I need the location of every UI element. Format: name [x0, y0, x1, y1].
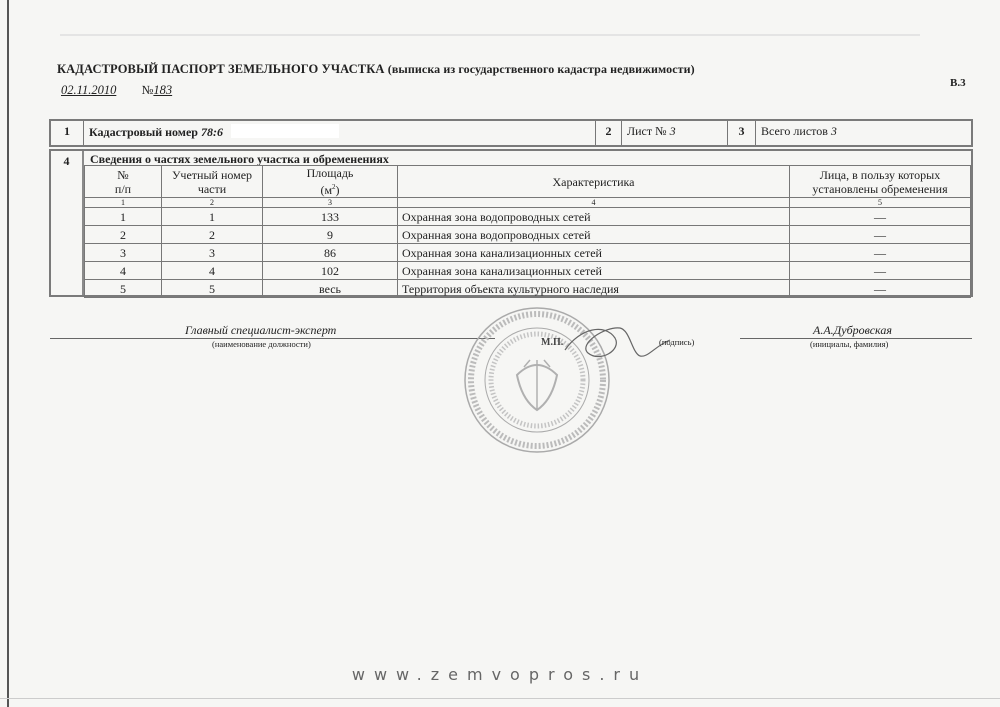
table-row [85, 280, 971, 298]
table-row [85, 226, 971, 244]
part-number: 4 [162, 262, 263, 280]
col-index: 4 [398, 198, 790, 208]
row-number: 3 [85, 244, 162, 262]
section-4-number: 4 [51, 151, 84, 295]
name-caption: (инициалы, фамилия) [810, 339, 889, 349]
sheet-value: 3 [669, 124, 676, 138]
parts-table [84, 165, 971, 298]
part-number: 5 [162, 280, 263, 298]
description: Охранная зона канализационных сетей [398, 262, 790, 280]
col-index: 2 [162, 198, 263, 208]
signer-position: Главный специалист-эксперт [185, 323, 337, 337]
cell-3-number: 3 [728, 121, 756, 145]
col-header-area: Площадь $(м^2)$ [263, 166, 398, 198]
area-value: 133 [263, 208, 398, 226]
footer-divider [0, 698, 1000, 699]
description: Территория объекта культурного наследия [398, 280, 790, 298]
persons-value: — [790, 226, 971, 244]
stamp-label: М.П. [541, 337, 564, 348]
cadastral-value: 78:6 [200, 125, 223, 139]
col-header-description: Характеристика [398, 166, 790, 198]
area-value: 102 [263, 262, 398, 280]
header-row [49, 119, 973, 147]
cell-1-number: 1 [51, 121, 84, 145]
signature-caption: (подпись) [659, 337, 695, 347]
description: Охранная зона канализационных сетей [398, 244, 790, 262]
table-row [85, 244, 971, 262]
document-number: 183 [153, 83, 173, 97]
sheet-code: В.3 [950, 77, 966, 89]
persons-value: — [790, 262, 971, 280]
col-index: 3 [263, 198, 398, 208]
document-dateline [61, 83, 172, 98]
document-title [57, 62, 695, 77]
sheet-number-cell [622, 121, 728, 145]
title-main: КАДАСТРОВЫЙ ПАСПОРТ ЗЕМЕЛЬНОГО УЧАСТКА [57, 62, 385, 76]
section-4-title: Сведения о частях земельного участка и обременениях [90, 152, 389, 166]
row-number: 1 [85, 208, 162, 226]
persons-value: — [790, 280, 971, 298]
area-value: 86 [263, 244, 398, 262]
website-watermark: www.zemvopros.ru [351, 665, 649, 684]
total-sheets-cell [756, 121, 971, 145]
position-caption: (наименование должности) [212, 339, 311, 349]
redaction-block [231, 124, 339, 138]
cell-2-number: 2 [596, 121, 622, 145]
parts-header-row [85, 166, 971, 198]
area-value: 9 [263, 226, 398, 244]
signer-name: А.А.Дубровская [813, 323, 892, 337]
document-date: 02.11.2010 [61, 83, 117, 97]
persons-value: — [790, 208, 971, 226]
col-index: 5 [790, 198, 971, 208]
col-header-part: Учетный номер части [162, 166, 263, 198]
sheet-label: Лист № [627, 124, 667, 138]
col-header-persons: Лица, в пользу которых установлены обременения [790, 166, 971, 198]
cadastral-label: Кадастровый номер [89, 125, 198, 139]
page-edge [7, 0, 9, 707]
table-row [85, 208, 971, 226]
persons-value: — [790, 244, 971, 262]
cadastral-number-cell [84, 121, 596, 145]
column-index-row [85, 198, 971, 208]
number-label: № [141, 83, 154, 97]
col-header-n: № п/п [85, 166, 162, 198]
total-label: Всего листов [761, 124, 828, 138]
total-value: 3 [830, 124, 837, 138]
row-number: 2 [85, 226, 162, 244]
area-value: весь [263, 280, 398, 298]
title-subtitle: (выписка из государственного кадастра недвижимости) [387, 62, 695, 76]
section-4 [49, 149, 973, 297]
description: Охранная зона водопроводных сетей [398, 226, 790, 244]
part-number: 1 [162, 208, 263, 226]
row-number: 5 [85, 280, 162, 298]
bleed-through-band [60, 10, 920, 36]
part-number: 2 [162, 226, 263, 244]
part-number: 3 [162, 244, 263, 262]
col-index: 1 [85, 198, 162, 208]
description: Охранная зона водопроводных сетей [398, 208, 790, 226]
row-number: 4 [85, 262, 162, 280]
table-row [85, 262, 971, 280]
